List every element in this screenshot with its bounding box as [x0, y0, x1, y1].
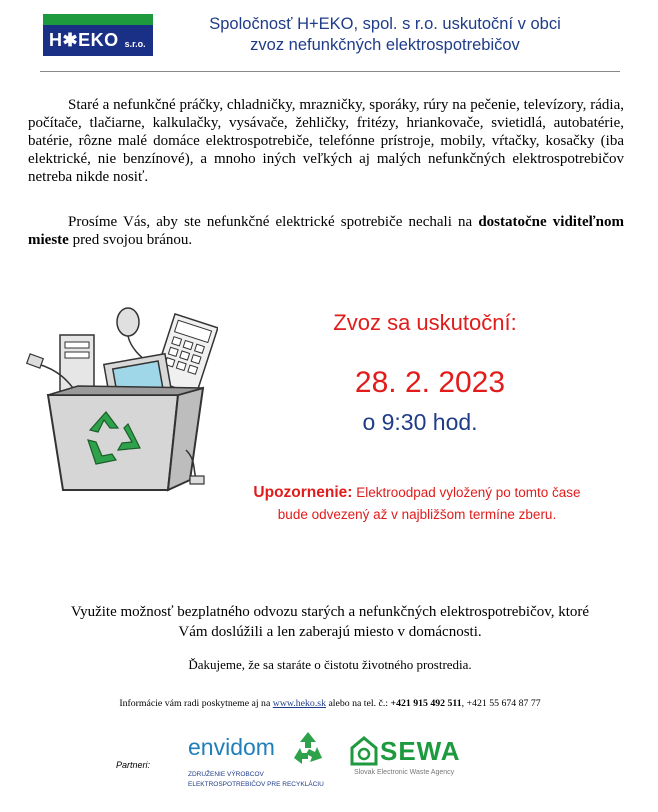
header-line-1: Spoločnosť H+EKO, spol. s r.o. uskutoční v obci [209, 15, 561, 33]
logo-text: H✱EKO [49, 30, 119, 50]
logo-suffix: s.r.o. [124, 38, 146, 49]
bottom-paragraph: Využite možnosť bezplatného odvozu starých a nefunkčných elektrospotrebičov, ktoré Vám doslúžili a len zaberajú miesto v domácnosti. [70, 604, 590, 640]
recycle-bin-illustration [18, 300, 218, 500]
header-divider [40, 71, 620, 72]
phone-secondary: , +421 55 674 87 77 [461, 698, 541, 709]
info-before: Informácie vám radi poskytneme aj na [119, 698, 273, 709]
envidom-wordmark: envidom [188, 734, 275, 760]
phone-primary: +421 915 492 511 [390, 698, 462, 709]
collection-date: 28. 2. 2023 [354, 366, 506, 399]
envidom-logo [188, 728, 348, 796]
contact-info [40, 698, 620, 709]
sewa-subtitle: Slovak Electronic Waste Agency [354, 769, 455, 776]
warning-line-1 [222, 482, 612, 504]
envidom-subtitle-2: ELEKTROSPOTREBIČOV PRE RECYKLÁCIU [188, 781, 324, 788]
website-link[interactable]: www.heko.sk [272, 698, 326, 709]
logo-green-bar [43, 14, 153, 25]
warning-label: Upozornenie: [253, 484, 353, 501]
thanks-text: Ďakujeme, že sa staráte o čistotu životného prostredia. [188, 657, 472, 672]
warning-text-2: bude odvezený až v najbližšom termíne zberu. [277, 507, 557, 522]
warning-text-1: Elektroodpad vyložený po tomto čase [352, 485, 581, 500]
envidom-subtitle-1: ZDRUŽENIE VÝROBCOV [188, 771, 264, 778]
sewa-logo [350, 736, 470, 786]
request-text-before: Prosíme Vás, aby ste nefunkčné elektrické spotrebiče nechali na [68, 214, 479, 230]
sewa-wordmark: SEWA [380, 736, 461, 766]
partners-label: Partneri: [116, 760, 151, 770]
collection-title: Zvoz sa uskutoční: [333, 310, 517, 335]
sewa-house-icon [350, 736, 378, 766]
warning-notice [222, 482, 612, 526]
envidom-recycle-icon [288, 728, 328, 768]
collection-time: o 9:30 hod. [362, 409, 478, 435]
request-text-bold: dostatočne viditeľnom mieste [28, 214, 625, 248]
intro-text: Staré a nefunkčné práčky, chladničky, mrazničky, sporáky, rúry na pečenie, televízory, rádia, počítače, tlačiarne, kalkulačky, vysávače, žehličky, fritézy, hriankovače, svietidlá, autobatérie, batérie, rôzne malé domáce elektrospotrebiče, telefónne prístroje, mobily, vŕtačky, kosačky (iba elektrické, nie benzínové), a mnoho iných veľkých aj malých nefunkčných elektrospotrebičov netreba nikde nosiť. [28, 97, 624, 185]
page-header [160, 14, 610, 56]
info-middle: alebo na tel. č.: [326, 698, 391, 709]
header-line-2: zvoz nefunkčných elektrospotrebičov [250, 36, 520, 54]
envidom-subtitle [188, 770, 324, 790]
request-paragraph [28, 213, 624, 249]
logo-box [43, 25, 153, 56]
request-text-after: pred svojou bránou. [68, 232, 193, 248]
intro-paragraph [28, 96, 624, 186]
heko-logo [43, 14, 153, 56]
